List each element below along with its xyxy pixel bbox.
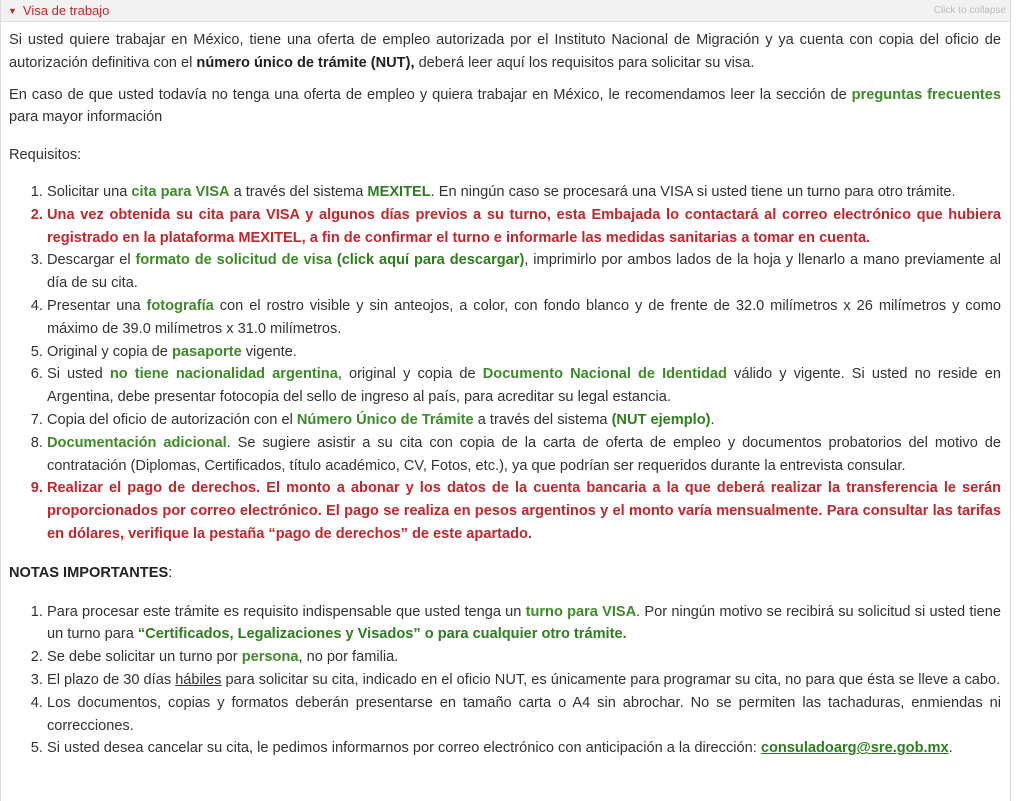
turno-visa-link[interactable]: turno para VISA [525,603,637,620]
fotografia-link[interactable]: fotografía [146,297,214,314]
note-item: 1. Para procesar este trámite es requisito indispensable que usted tenga un turno para VISA. Por ningún motivo se recibirá su solicitud si usted tiene un turno para “Certificados, Legalizaciones y Visados” o para cualquier otro trámite. [47,601,1001,647]
faq-paragraph: En caso de que usted todavía no tenga una oferta de empleo y quiera trabajar en México, le recomendamos leer la sección de preguntas frecuentes para mayor información [9,86,1001,126]
mexitel-link[interactable]: MEXITEL [367,183,431,200]
formato-solicitud-link[interactable]: formato de solicitud de visa [135,252,332,269]
collapse-toggle[interactable]: Click to collapse [933,5,1006,16]
nut-example-link[interactable]: (NUT ejemplo) [611,411,711,428]
documentacion-link[interactable]: Documentación adicional [47,434,227,451]
requirement-item: 1. Solicitar una cita para VISA a través del sistema MEXITEL. En ningún caso se procesará una VISA si usted tiene un turno para otro trámite. [47,181,1001,204]
nacionalidad-link[interactable]: no tiene nacionalidad argentina [109,366,338,383]
pago-derechos-link[interactable]: Realizar el pago de derechos [47,480,257,497]
email-link[interactable]: consuladoarg@sre.gob.mx [760,740,949,757]
panel-header[interactable] [1,0,1010,22]
dni-link[interactable]: Documento Nacional de Identidad [482,366,727,383]
requirement-item: 5. Original y copia de pasaporte vigente. [47,341,1001,364]
nut-link[interactable]: Número Único de Trámite [296,411,474,428]
otros-tramites-link[interactable]: “Certificados, Legalizaciones y Visados” o para cualquier otro trámite. [137,626,627,643]
panel-title[interactable]: Visa de trabajo [22,3,110,18]
requirement-item: 3. Descargar el formato de solicitud de visa (click aquí para descargar), imprimirlo por ambos lados de la hoja y llenarlo a mano previamente al día de su cita. [47,249,1001,295]
notes-heading: NOTAS IMPORTANTES: [9,564,173,581]
download-link[interactable]: (click aquí para descargar) [331,252,525,269]
faq-link[interactable]: preguntas frecuentes [851,86,1001,103]
cita-visa-link[interactable]: cita para VISA [131,183,230,200]
panel-content [1,29,1010,760]
pasaporte-link[interactable]: pasaporte [171,343,242,360]
note-item: 4. Los documentos, copias y formatos deberán presentarse en tamaño carta o A4 sin abrochar. No se permiten las tachaduras, enmiendas ni correcciones. [47,692,1001,738]
nut-highlight: número único de trámite (NUT), [196,54,415,71]
note-item: 3. El plazo de 30 días hábiles para solicitar su cita, indicado en el oficio NUT, es únicamente para programar su cita, no para que ésta se lleve a cabo. [47,669,1001,692]
notes-list [9,601,1001,761]
requirement-item: 7. Copia del oficio de autorización con el Número Único de Trámite a través del sistema (NUT ejemplo). [47,409,1001,432]
requirement-item: 6. Si usted no tiene nacionalidad argentina, original y copia de Documento Nacional de Identidad válido y vigente. Si usted no reside en Argentina, debe presentar fotocopia del sello de ingreso al país, para acreditar su legal estancia. [47,363,1001,409]
requirements-list [9,181,1001,546]
persona-highlight: persona [241,649,299,666]
intro-paragraph: Si usted quiere trabajar en México, tiene una oferta de empleo autorizada por el Instituto Nacional de Migración y ya cuenta con copia del oficio de autorización definitiva con el número único de trámite (NUT), deberá leer aquí los requisitos para solicitar su visa. [9,32,1001,71]
requirement-item: 8. Documentación adicional. Se sugiere asistir a su cita con copia de la carta de oferta de empleo y documentos probatorios del motivo de contratación (Diplomas, Certificados, título académico, CV, Fotos, etc.), ya que podrían ser requeridos durante la entrevista consular. [47,432,1001,478]
requirement-item: 4. Presentar una fotografía con el rostro visible y sin anteojos, a color, con fondo blanco y de frente de 32.0 milímetros x 26 milímetros y como máximo de 39.0 milímetros x 31.0 milímetros. [47,295,1001,341]
habiles-underline: hábiles [175,671,222,688]
caret-down-icon[interactable]: ▼ [8,5,17,16]
note-item: 2. Se debe solicitar un turno por persona, no por familia. [47,646,1001,669]
note-item: 5. Si usted desea cancelar su cita, le pedimos informarnos por correo electrónico con anticipación a la dirección: consuladoarg@sre.gob.mx. [47,737,1001,760]
requirement-item: 9. Realizar el pago de derechos. El monto a abonar y los datos de la cuenta bancaria a la que deberá realizar la transferencia le serán proporcionados por correo electrónico. El pago se realiza en pesos argentinos y el monto varía mensualmente. Para consultar las tarifas en dólares, verifique la pestaña “pago de derechos” de este apartado. [47,477,1001,545]
requirement-item: 2. Una vez obtenida su cita para VISA y algunos días previos a su turno, esta Embajada lo contactará al correo electrónico que hubiera registrado en la plataforma MEXITEL, a fin de confirmar el turno e informarle las medidas sanitarias a tomar en cuenta. [47,204,1001,250]
requisitos-label: Requisitos: [9,147,82,164]
